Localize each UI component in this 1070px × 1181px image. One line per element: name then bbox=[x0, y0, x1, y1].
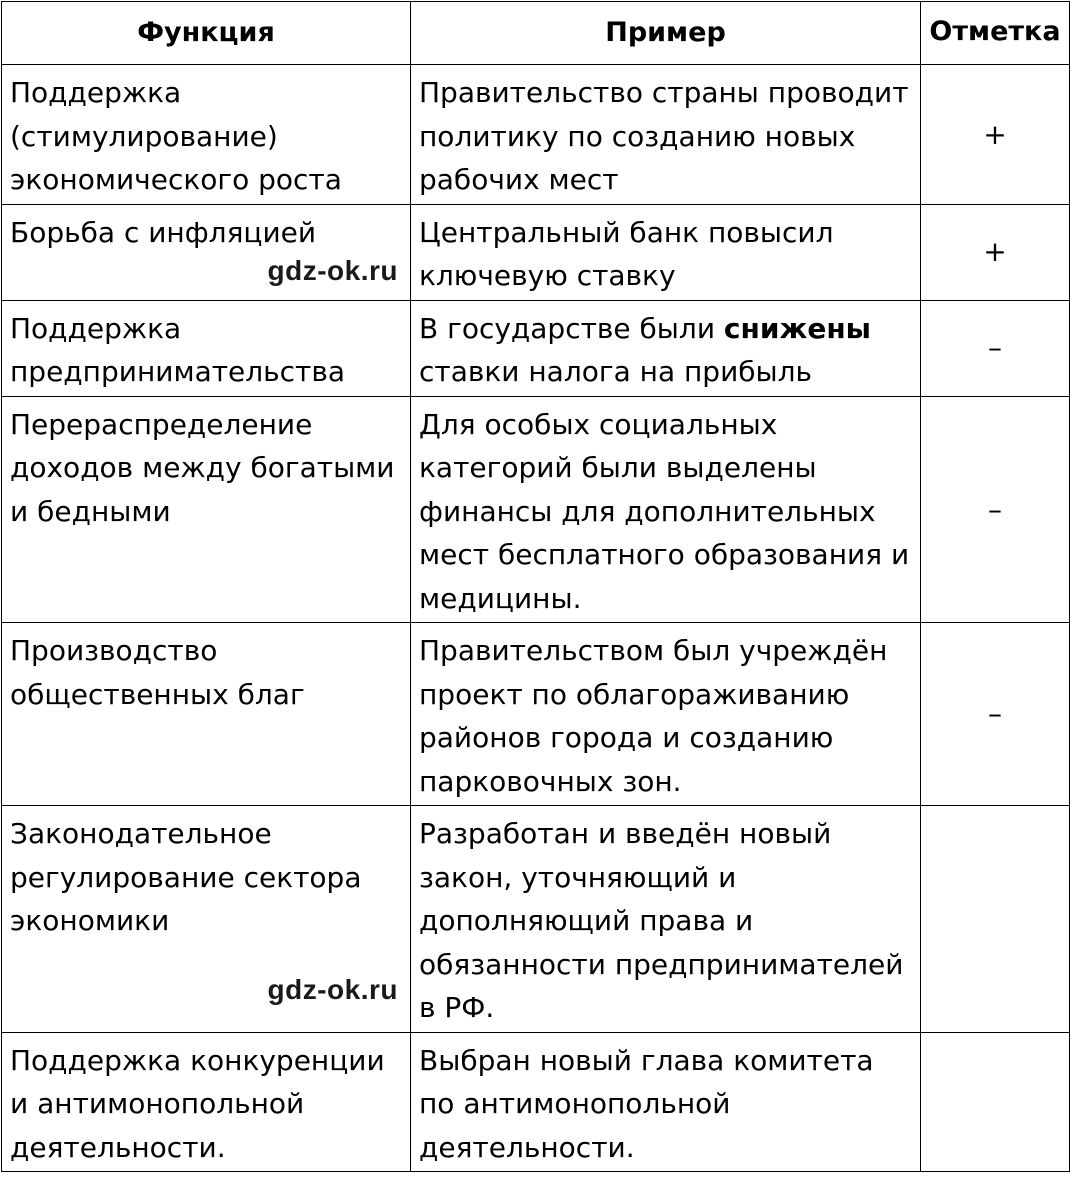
table-row bbox=[2, 65, 1070, 205]
function-cell: Производство общественных благ bbox=[2, 623, 411, 806]
mark-cell: + bbox=[921, 204, 1070, 300]
example-cell: Для особых социальных категорий были выделены финансы для дополнительных мест бесплатного образования и медицины. bbox=[411, 396, 921, 623]
function-cell bbox=[2, 204, 411, 300]
example-cell: Разработан и введён новый закон, уточняющий и дополняющий права и обязанности предпринимателей в РФ. bbox=[411, 806, 921, 1033]
table-header-row bbox=[2, 2, 1070, 65]
table-row bbox=[2, 1032, 1070, 1172]
watermark: gdz-ok.ru bbox=[267, 255, 398, 286]
function-cell: Поддержка (стимулирование) экономического роста bbox=[2, 65, 411, 205]
mark-cell: + bbox=[921, 65, 1070, 205]
table-row bbox=[2, 396, 1070, 623]
example-bold: снижены bbox=[723, 311, 872, 345]
example-prefix: В государстве были bbox=[419, 311, 724, 345]
function-text: Законодательное регулирование сектора экономики bbox=[10, 817, 362, 937]
function-cell: Перераспределение доходов между богатыми и бедными bbox=[2, 396, 411, 623]
example-cell: Правительство страны проводит политику по созданию новых рабочих мест bbox=[411, 65, 921, 205]
mark-cell: – bbox=[921, 623, 1070, 806]
header-mark: Отметка bbox=[921, 2, 1070, 65]
functions-table bbox=[1, 1, 1070, 1172]
table-row bbox=[2, 204, 1070, 300]
function-cell bbox=[2, 806, 411, 1033]
table-row bbox=[2, 623, 1070, 806]
watermark: gdz-ok.ru bbox=[267, 973, 398, 1005]
example-suffix: ставки налога на прибыль bbox=[419, 355, 813, 388]
function-cell: Поддержка конкуренции и антимонопольной деятельности. bbox=[2, 1032, 411, 1172]
example-cell: Центральный банк повысил ключевую ставку bbox=[411, 204, 921, 300]
mark-cell: – bbox=[921, 300, 1070, 396]
table-row bbox=[2, 300, 1070, 396]
table-row bbox=[2, 806, 1070, 1033]
example-cell: Правительством был учреждён проект по облагораживанию районов города и созданию парковочных зон. bbox=[411, 623, 921, 806]
mark-cell bbox=[921, 1032, 1070, 1172]
example-cell bbox=[411, 300, 921, 396]
header-function: Функция bbox=[2, 2, 411, 65]
mark-cell: – bbox=[921, 396, 1070, 623]
header-example: Пример bbox=[411, 2, 921, 65]
example-cell: Выбран новый глава комитета по антимонопольной деятельности. bbox=[411, 1032, 921, 1172]
mark-cell bbox=[921, 806, 1070, 1033]
function-text: Борьба с инфляцией bbox=[10, 215, 317, 249]
function-cell: Поддержка предпринимательства bbox=[2, 300, 411, 396]
